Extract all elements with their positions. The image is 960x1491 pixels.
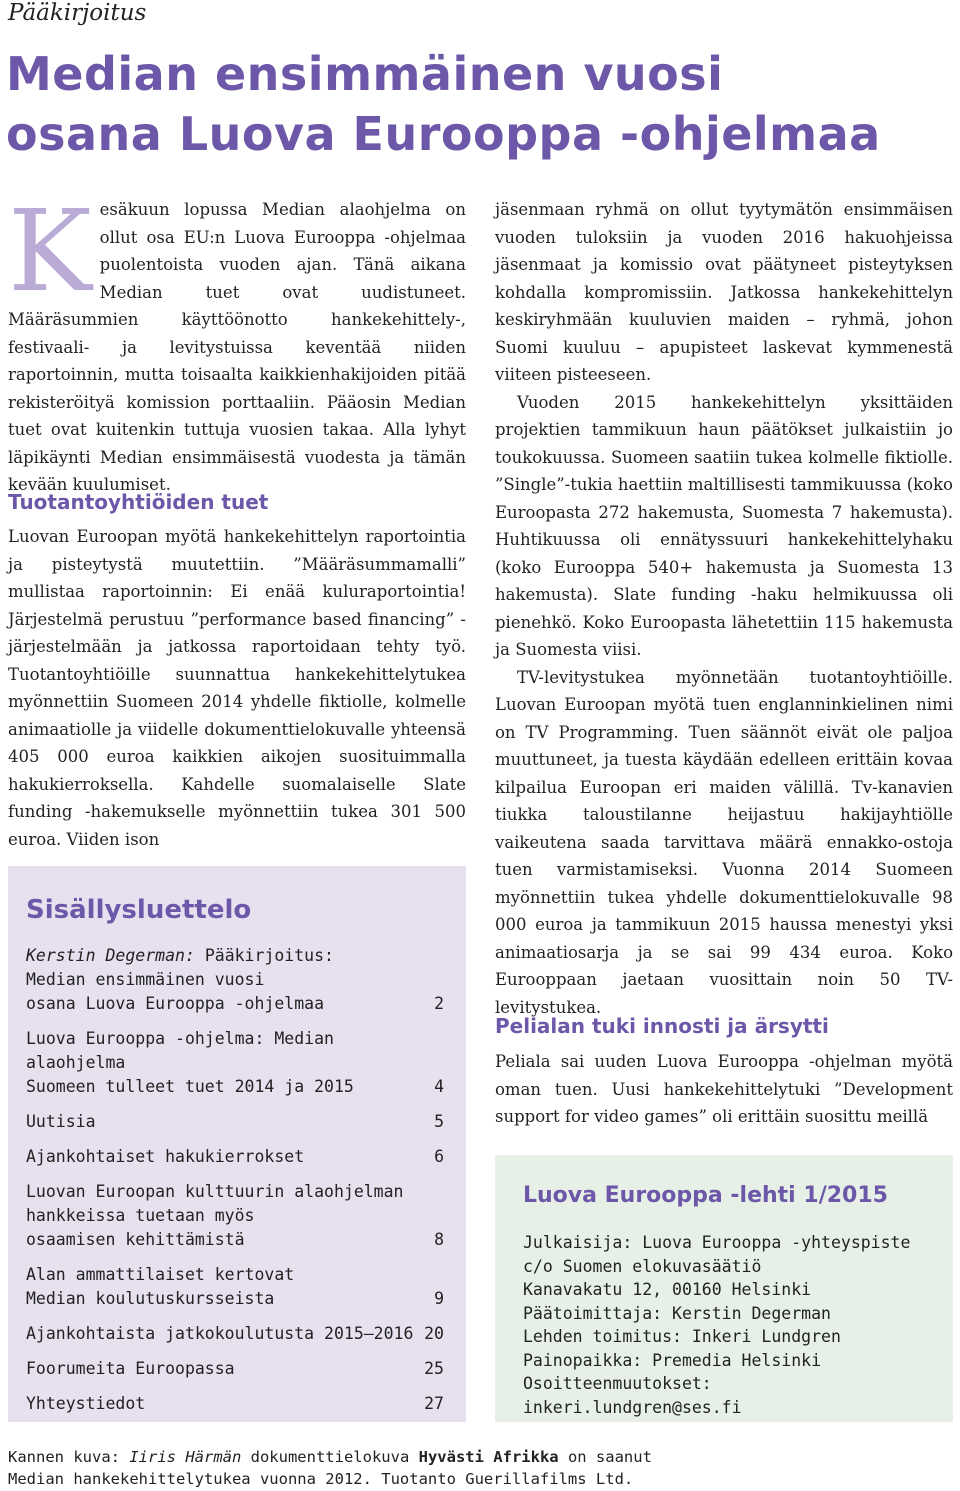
- colophon-title: Luova Eurooppa -lehti 1/2015: [523, 1183, 888, 1208]
- toc-entry[interactable]: [26, 1322, 444, 1346]
- toc-entry-page: 6: [434, 1147, 444, 1166]
- toc-entry[interactable]: [26, 1027, 444, 1099]
- toc-entry[interactable]: [26, 944, 444, 1016]
- colophon-address: Kanavakatu 12, 00160 Helsinki: [523, 1280, 812, 1299]
- toc-entry-text: Yhteystiedot: [26, 1394, 146, 1413]
- toc-entry-text: Luova Eurooppa -ohjelma: Median alaohjelma Suomeen tulleet tuet 2014 ja 2015: [26, 1029, 354, 1096]
- toc-entry-page: 8: [434, 1230, 444, 1249]
- games-section-body: [495, 1048, 953, 1131]
- colophon-printer: Painopaikka: Premedia Helsinki: [523, 1350, 822, 1370]
- table-of-contents: [8, 866, 466, 1422]
- toc-entry[interactable]: [26, 1110, 444, 1134]
- right-paragraph-2: Vuoden 2015 hankekehittelyn yksittäiden projektien tammikuun haun päätökset julkaistiin jo toukokuussa. Suomeen saatiin tukea kolmelle fiktiolle. ”Single”-tukia haettiin maltillisesti tammikuussa (koko Euroopasta 272 hakemusta, Suomesta 7 hakemusta). Huhtikuussa oli ennätyssuuri hankekehittelyhaku (koko Eurooppa 540+ hakemusta ja Suomesta 13 hakemusta). Slate funding -haku helmikuussa oli pienehkö. Koko Euroopasta lähetettiin 115 hakemusta ja Suomesta viisi.: [495, 392, 953, 659]
- cover-caption: [8, 1446, 948, 1490]
- colophon-address-changes[interactable]: Osoitteenmuutokset: inkeri.lundgren@ses.fi: [523, 1374, 742, 1417]
- section-heading-production: Tuotantoyhtiöiden tuet: [8, 490, 269, 514]
- toc-entry-text: Luovan Euroopan kulttuurin alaohjelman hankkeissa tuetaan myös osaamisen kehittämistä: [26, 1182, 404, 1249]
- right-column-body: [495, 196, 953, 1021]
- production-section-body: [8, 523, 466, 853]
- colophon-co: c/o Suomen elokuvasäätiö: [523, 1256, 762, 1276]
- cover-caption-line-2: Median hankekehittelytukea vuonna 2012. Tuotanto Guerillafilms Ltd.: [8, 1470, 634, 1488]
- toc-entry-text: Foorumeita Euroopassa: [26, 1359, 235, 1378]
- toc-entry[interactable]: [26, 1145, 444, 1169]
- toc-entry-page: 27: [424, 1394, 444, 1413]
- cover-caption-prefix: Kannen kuva:: [8, 1448, 130, 1466]
- toc-entry-text: Uutisia: [26, 1112, 96, 1131]
- toc-entry[interactable]: [26, 1357, 444, 1381]
- toc-entry-page: 9: [434, 1289, 444, 1308]
- toc-entry[interactable]: [26, 1392, 444, 1416]
- cover-caption-person: Iiris Härmän: [129, 1448, 242, 1466]
- cover-caption-suffix: on saanut: [558, 1448, 652, 1466]
- colophon-editorial: Lehden toimitus: Inkeri Lundgren: [523, 1327, 841, 1346]
- toc-entry-page: 5: [434, 1112, 444, 1131]
- right-paragraph-3: TV-levitystukea myönnetään tuotantoyhtiöille. Luovan Euroopan myötä tuen englanninkielinen nimi on TV Programming. Tuen säännöt eivät ole paljoa muuttuneet, ja tuesta käydään edelleen erittäin kovaa kilpailua Euroopan eri maiden välillä. Tv-kanavien tiukka taloustilanne heijastuu hakijayhtiölle vaikeutena saada tarvittava määrä ennakko-ostoja tuen varmistamiseksi. Vuonna 2014 Suomeen myönnettiin tukea yhdelle dokumenttielokuvalle 98 000 euroa ja tammikuun 2015 haussa menestyi yksi animaatiosarja ja se sai 99 434 euroa. Koko Eurooppaan jaetaan vuosittain noin 50 TV-levitystukea.: [495, 667, 953, 1017]
- section-label: Pääkirjoitus: [8, 0, 147, 26]
- intro-text: esäkuun lopussa Median alaohjelma on ollut osa EU:n Luova Eurooppa -ohjelmaa puolentoista vuoden ajan. Tänä aikana Median tuet ovat uudistuneet. Määräsummien käyttöönotto hankekehittely-, festivaali- ja levitystuissa keventää niiden raportoinnin, mutta toisaalta kaikkienhakijoiden pitää rekisteröityä komission porttaaliin. Pääosin Median tuet ovat kuitenkin tuttuja vuosien takaa. Alla lyhyt läpikäynti Median ensimmäisestä vuodesta ja tämän kevään kuulumiset.: [8, 200, 466, 494]
- colophon-publisher: Julkaisija: Luova Eurooppa -yhteyspiste: [523, 1233, 911, 1252]
- toc-entry-page: 25: [424, 1359, 444, 1378]
- section-heading-games: Pelialan tuki innosti ja ärsytti: [495, 1014, 829, 1038]
- toc-entry-text: Alan ammattilaiset kertovat Median koulutuskursseista: [26, 1265, 295, 1308]
- toc-entry-page: 4: [434, 1077, 444, 1096]
- toc-entry-page: 2: [434, 994, 444, 1013]
- toc-list: [26, 944, 444, 1416]
- page-title: [6, 44, 956, 164]
- drop-cap: K: [8, 187, 92, 317]
- cover-caption-film: Hyvästi Afrikka: [418, 1448, 559, 1466]
- toc-entry-author: Kerstin Degerman:: [26, 946, 195, 965]
- intro-paragraph: [8, 187, 466, 499]
- headline-line-2: osana Luova Eurooppa -ohjelmaa: [6, 107, 881, 161]
- toc-title: Sisällysluettelo: [26, 895, 252, 925]
- headline-line-1: Median ensimmäinen vuosi: [6, 47, 724, 101]
- toc-entry[interactable]: [26, 1263, 444, 1311]
- colophon-box: [495, 1155, 953, 1422]
- colophon-editor-in-chief: Päätoimittaja: Kerstin Degerman: [523, 1303, 831, 1323]
- right-paragraph-1: jäsenmaan ryhmä on ollut tyytymätön ensimmäisen vuoden tuloksiin ja vuoden 2016 hakuohjeissa jäsenmaat ja komissio ovat päätyneet pisteytyksen kohdalla kompromissiin. Jatkossa hankekehittelyn keskiryhmään kuuluvien maiden – ryhmä, johon Suomi kuuluu – apupisteet laskevat kymmenestä viiteen pisteeseen.: [495, 200, 953, 384]
- production-paragraph: Luovan Euroopan myötä hankekehittelyn raportointia ja pisteytystä muutettiin. ”Määräsummamalli” mullistaa raportoinnin: Ei enää kuluraportointia! Järjestelmä perustuu ”performance based financing” -järjestelmään ja jatkossa raportoidaan tehty työ. Tuotantoyhtiöille suunnattua hankekehittelytukea myönnettiin Suomeen 2014 yhdelle fiktiolle, kolmelle animaatiolle ja viidelle dokumenttielokuvalle yhteensä 405 000 euroa kaikkien aikojen suosituimmalla hakukierroksella. Kahdelle suomalaiselle Slate funding -hakemukselle myönnettiin tukea 301 500 euroa. Viiden ison: [8, 527, 466, 849]
- toc-entry[interactable]: [26, 1180, 444, 1252]
- games-paragraph: Peliala sai uuden Luova Eurooppa -ohjelman myötä oman tuen. Uusi hankekehittelytuki ”Development support for video games” oli erittäin suosittu meillä: [495, 1052, 953, 1126]
- toc-entry-text: Ajankohtaista jatkokoulutusta 2015–2016: [26, 1324, 414, 1343]
- cover-caption-middle: dokumenttielokuva: [241, 1448, 419, 1466]
- toc-entry-text: Pääkirjoitus: Median ensimmäinen vuosi osana Luova Eurooppa -ohjelmaa: [26, 946, 334, 1013]
- toc-entry-page: 20: [424, 1324, 444, 1343]
- toc-entry-text: Ajankohtaiset hakukierrokset: [26, 1147, 305, 1166]
